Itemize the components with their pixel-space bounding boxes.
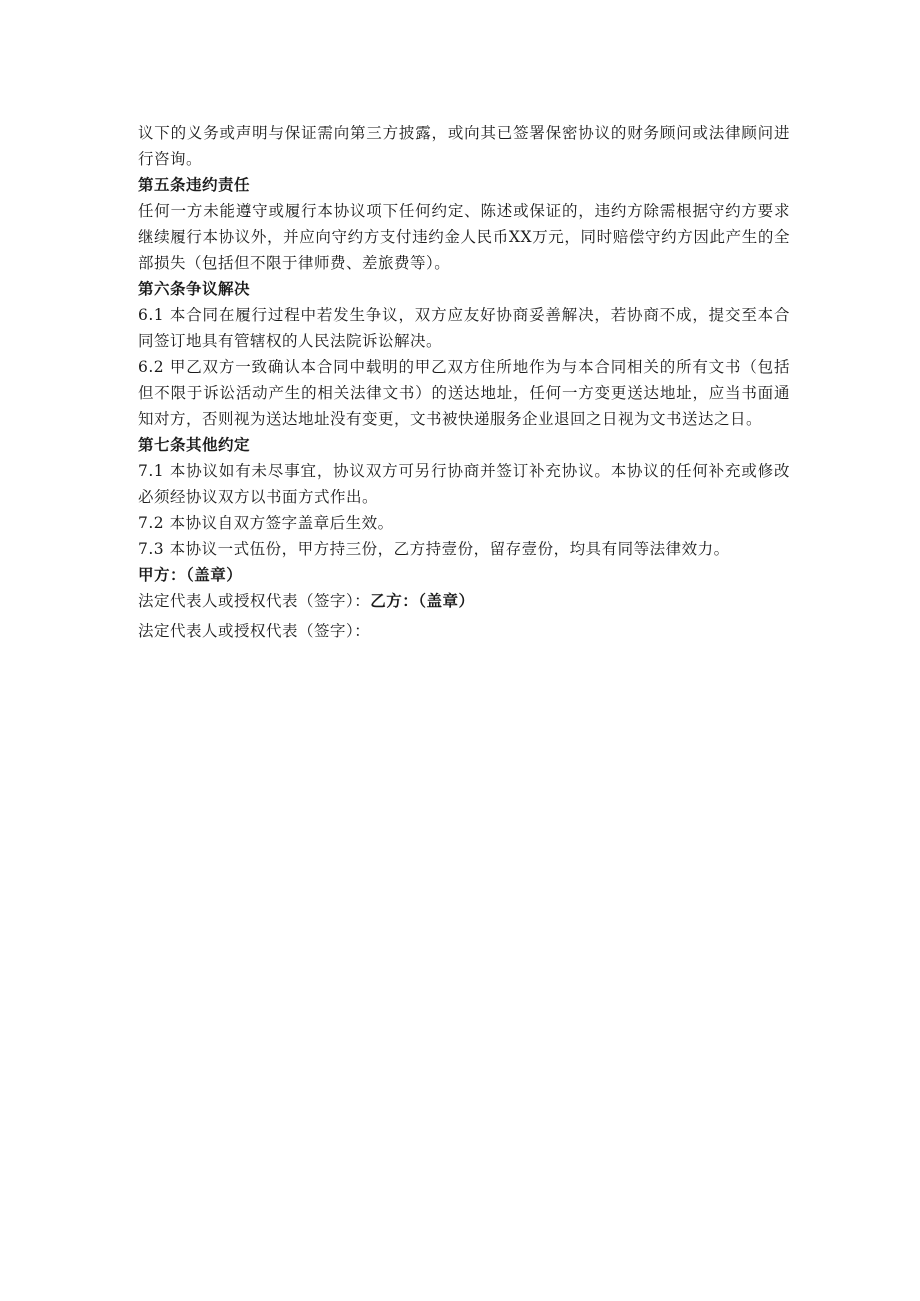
article-5-text: 任何一方未能遵守或履行本协议项下任何约定、陈述或保证的，违约方除需根据守约方要求继续履行本协议外，并应向守约方支付违约金人民币XX万元，同时赔偿守约方因此产生的全部损失（包括但不限于律师费、差旅费等）。	[138, 202, 790, 272]
clause-7-1: 7.1 本协议如有未尽事宜，协议双方可另行协商并签订补充协议。本协议的任何补充或修改必须经协议双方以书面方式作出。	[138, 462, 790, 506]
clause-6-1: 6.1 本合同在履行过程中若发生争议，双方应友好协商妥善解决，若协商不成，提交至本合同签订地具有管辖权的人民法院诉讼解决。	[138, 306, 790, 350]
intro-paragraph: 议下的义务或声明与保证需向第三方披露，或向其已签署保密协议的财务顾问或法律顾问进行咨询。	[138, 124, 790, 168]
clause-7-3: 7.3 本协议一式伍份，甲方持三份，乙方持壹份，留存壹份，均具有同等法律效力。	[138, 540, 730, 558]
representative-label-2: 法定代表人或授权代表（签字）：	[138, 622, 371, 640]
signature-line-1	[138, 588, 790, 614]
party-b-seal: 乙方：（盖章）	[370, 592, 475, 610]
article-7-heading: 第七条其他约定	[138, 436, 251, 454]
document-page	[138, 120, 790, 644]
article-5-heading: 第五条违约责任	[138, 176, 251, 194]
party-a-seal: 甲方：（盖章）	[138, 566, 243, 584]
article-6-heading: 第六条争议解决	[138, 280, 251, 298]
clause-7-2: 7.2 本协议自双方签字盖章后生效。	[138, 514, 394, 532]
clause-6-2: 6.2 甲乙双方一致确认本合同中载明的甲乙双方住所地作为与本合同相关的所有文书（包括但不限于诉讼活动产生的相关法律文书）的送达地址，任何一方变更送达地址，应当书面通知对方，否则视为送达地址没有变更，文书被快递服务企业退回之日视为文书送达之日。	[138, 358, 790, 428]
representative-label-1: 法定代表人或授权代表（签字）：	[138, 592, 371, 610]
